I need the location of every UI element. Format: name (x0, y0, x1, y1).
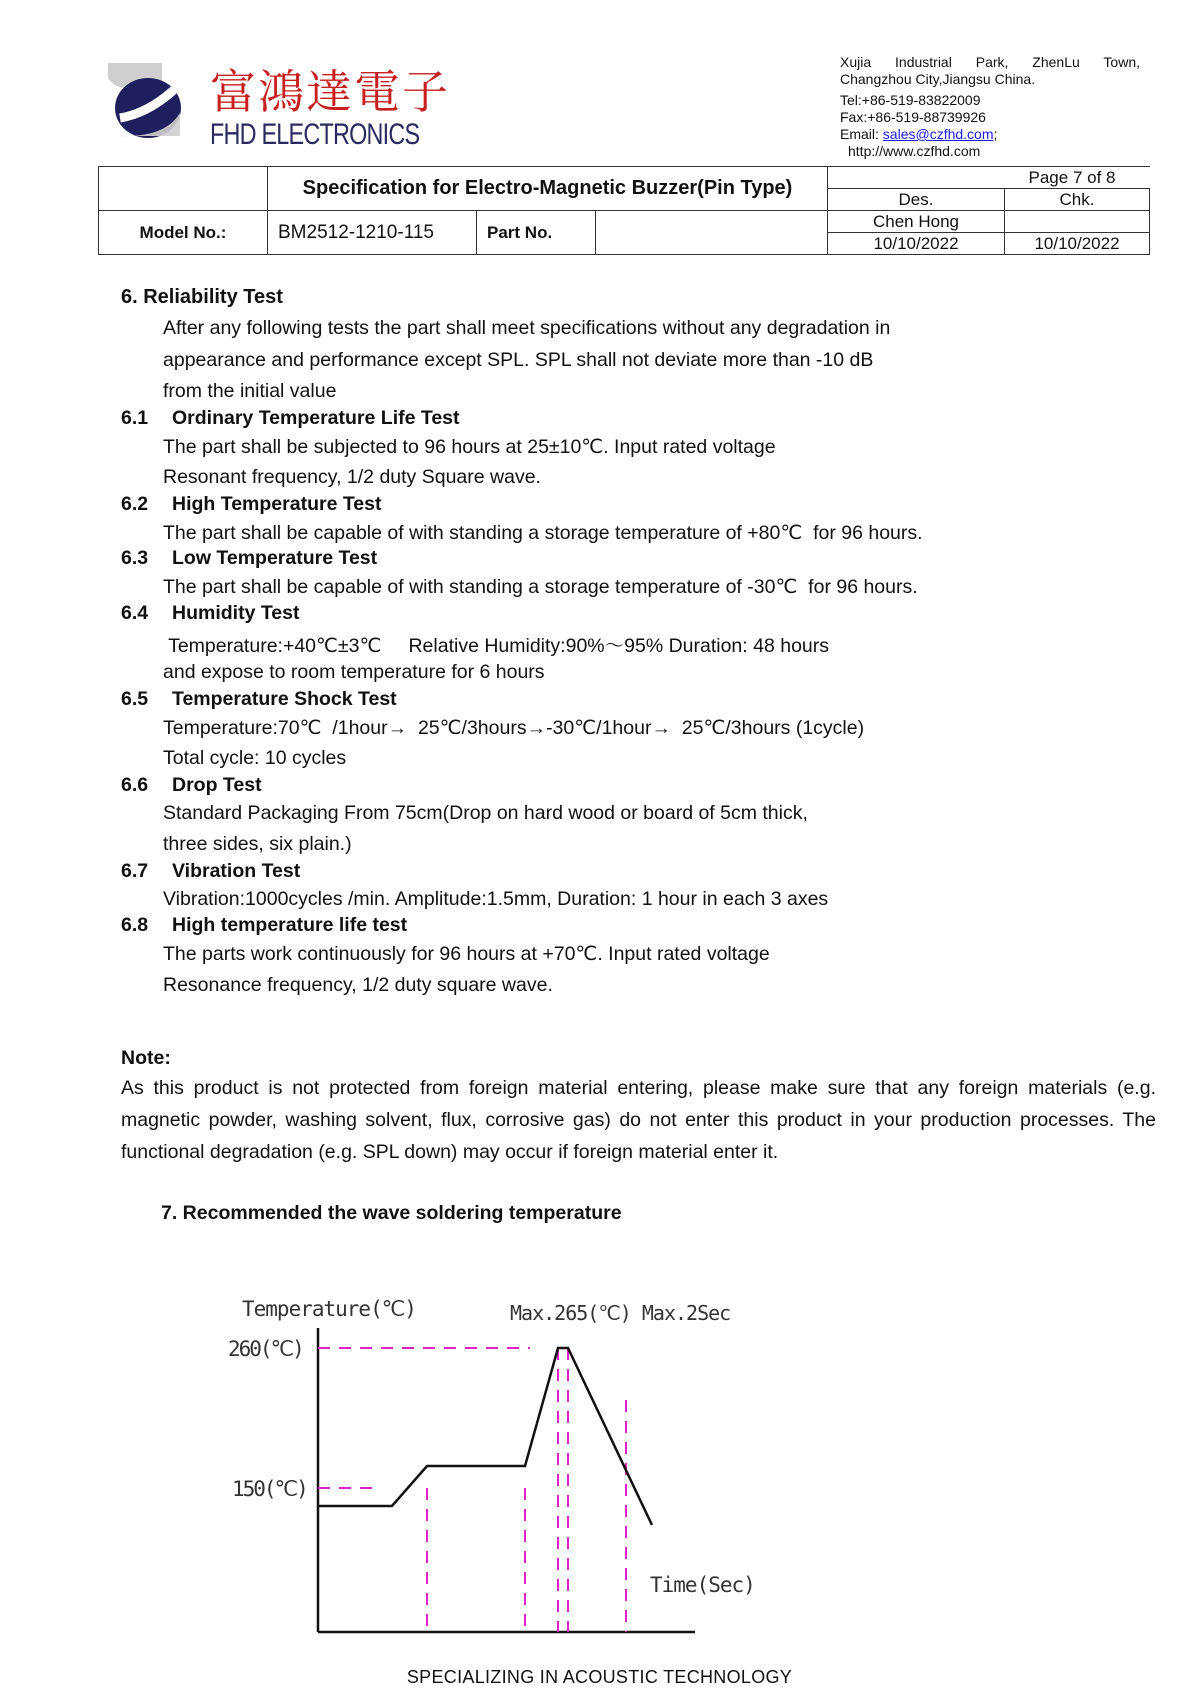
tel: Tel:+86-519-83822009 (840, 92, 981, 108)
des-date: 10/10/2022 (828, 233, 1005, 255)
test-number: 6.3 (121, 547, 149, 569)
section-7-title: 7. Recommended the wave soldering temperature (161, 1202, 622, 1224)
section-6-title: 6. Reliability Test (121, 286, 283, 308)
chk-label: Chk. (1005, 189, 1150, 211)
note-body: As this product is not protected from foreign material entering, please make sure that any foreign materials (e.g. magnetic powder, washing solvent, flux, corrosive gas) do not enter this product in your production processes. The functional degradation (e.g. SPL down) may occur if foreign material enter it. (121, 1077, 1156, 1163)
test-description-line: Resonance frequency, 1/2 duty square wave. (163, 973, 553, 996)
test-title: High temperature life test (172, 914, 408, 936)
email-line: Email: sales@czfhd.com; (840, 126, 998, 142)
x-axis-label: Time(Sec) (650, 1573, 755, 1597)
test-number: 6.1 (121, 406, 149, 429)
address-line-2: Changzhou City,Jiangsu China. (840, 71, 1036, 87)
logo-english-text: FHD ELECTRONICS (210, 118, 420, 151)
test-number: 6.7 (121, 859, 149, 882)
model-value: BM2512-1210-115 (268, 211, 477, 255)
test-number: 6.5 (121, 687, 149, 710)
test-number: 6.4 (121, 601, 149, 624)
y-tick-label: 150(℃) (232, 1477, 307, 1501)
designer-name: Chen Hong (828, 211, 1005, 233)
test-title: Humidity Test (172, 601, 300, 624)
chk-date: 10/10/2022 (1005, 233, 1150, 255)
test-title: Drop Test (172, 773, 262, 796)
test-description-line: Temperature:70℃ /1hour→ 25℃/3hours→-30℃/1hour→ 25℃/3hours (1cycle) (163, 716, 865, 739)
test-title: Ordinary Temperature Life Test (172, 406, 460, 429)
test-description-line: The part shall be subjected to 96 hours at 25±10℃. Input rated voltage (163, 435, 776, 458)
des-label: Des. (828, 189, 1005, 211)
test-description-line: The part shall be capable of with standing a storage temperature of +80℃ for 96 hours. (163, 521, 923, 544)
logo-chinese-text: 富鴻達電子 (210, 65, 450, 119)
spec-title: Specification for Electro-Magnetic Buzzer(Pin Type) (268, 167, 828, 211)
y-axis-label: Temperature(℃) (242, 1297, 416, 1321)
test-number: 6.2 (121, 492, 149, 515)
test-number: 6.6 (121, 773, 149, 796)
test-description-line: three sides, six plain.) (163, 833, 352, 855)
website[interactable]: http://www.czfhd.com (848, 143, 981, 159)
address-line-1: Xujia Industrial Park, ZhenLu Town, (840, 54, 1140, 70)
y-tick-label: 260(℃) (228, 1337, 303, 1361)
test-title: Low Temperature Test (172, 547, 378, 569)
test-title: Temperature Shock Test (172, 687, 397, 710)
section-6-intro-line: appearance and performance except SPL. SPL shall not deviate more than -10 dB (163, 348, 874, 371)
section-6-intro-line: After any following tests the part shall meet specifications without any degradation in (163, 317, 891, 339)
fax: Fax:+86-519-88739926 (840, 109, 986, 125)
test-description-line: Temperature:+40℃±3℃ Relative Humidity:90%～95% Duration: 48 hours (163, 634, 829, 657)
test-description-line: The part shall be capable of with standing a storage temperature of -30℃ for 96 hours. (163, 576, 918, 598)
peak-annotation: Max.265(℃) Max.2Sec (510, 1301, 731, 1325)
footer-tagline: SPECIALIZING IN ACOUSTIC TECHNOLOGY (406, 1667, 793, 1687)
test-title: Vibration Test (172, 859, 301, 882)
test-description-line: Standard Packaging From 75cm(Drop on hard wood or board of 5cm thick, (163, 801, 808, 824)
test-title: High Temperature Test (172, 492, 382, 515)
wave-soldering-chart (228, 1297, 840, 1645)
email-link[interactable]: sales@czfhd.com (882, 126, 994, 142)
section-6-intro-line: from the initial value (163, 380, 337, 402)
test-description-line: Resonant frequency, 1/2 duty Square wave. (163, 466, 541, 488)
temperature-profile-line (318, 1348, 652, 1525)
note-title: Note: (121, 1047, 171, 1069)
test-description-line: The parts work continuously for 96 hours at +70℃. Input rated voltage (163, 943, 770, 965)
test-number: 6.8 (121, 914, 149, 936)
part-label: Part No. (477, 211, 596, 255)
model-label: Model No.: (99, 211, 268, 255)
test-description-line: Total cycle: 10 cycles (163, 747, 347, 769)
test-description-line: and expose to room temperature for 6 hours (163, 661, 545, 683)
page-number: Page 7 of 8 (1028, 168, 1116, 187)
test-description-line: Vibration:1000cycles /min. Amplitude:1.5mm, Duration: 1 hour in each 3 axes (163, 887, 829, 910)
